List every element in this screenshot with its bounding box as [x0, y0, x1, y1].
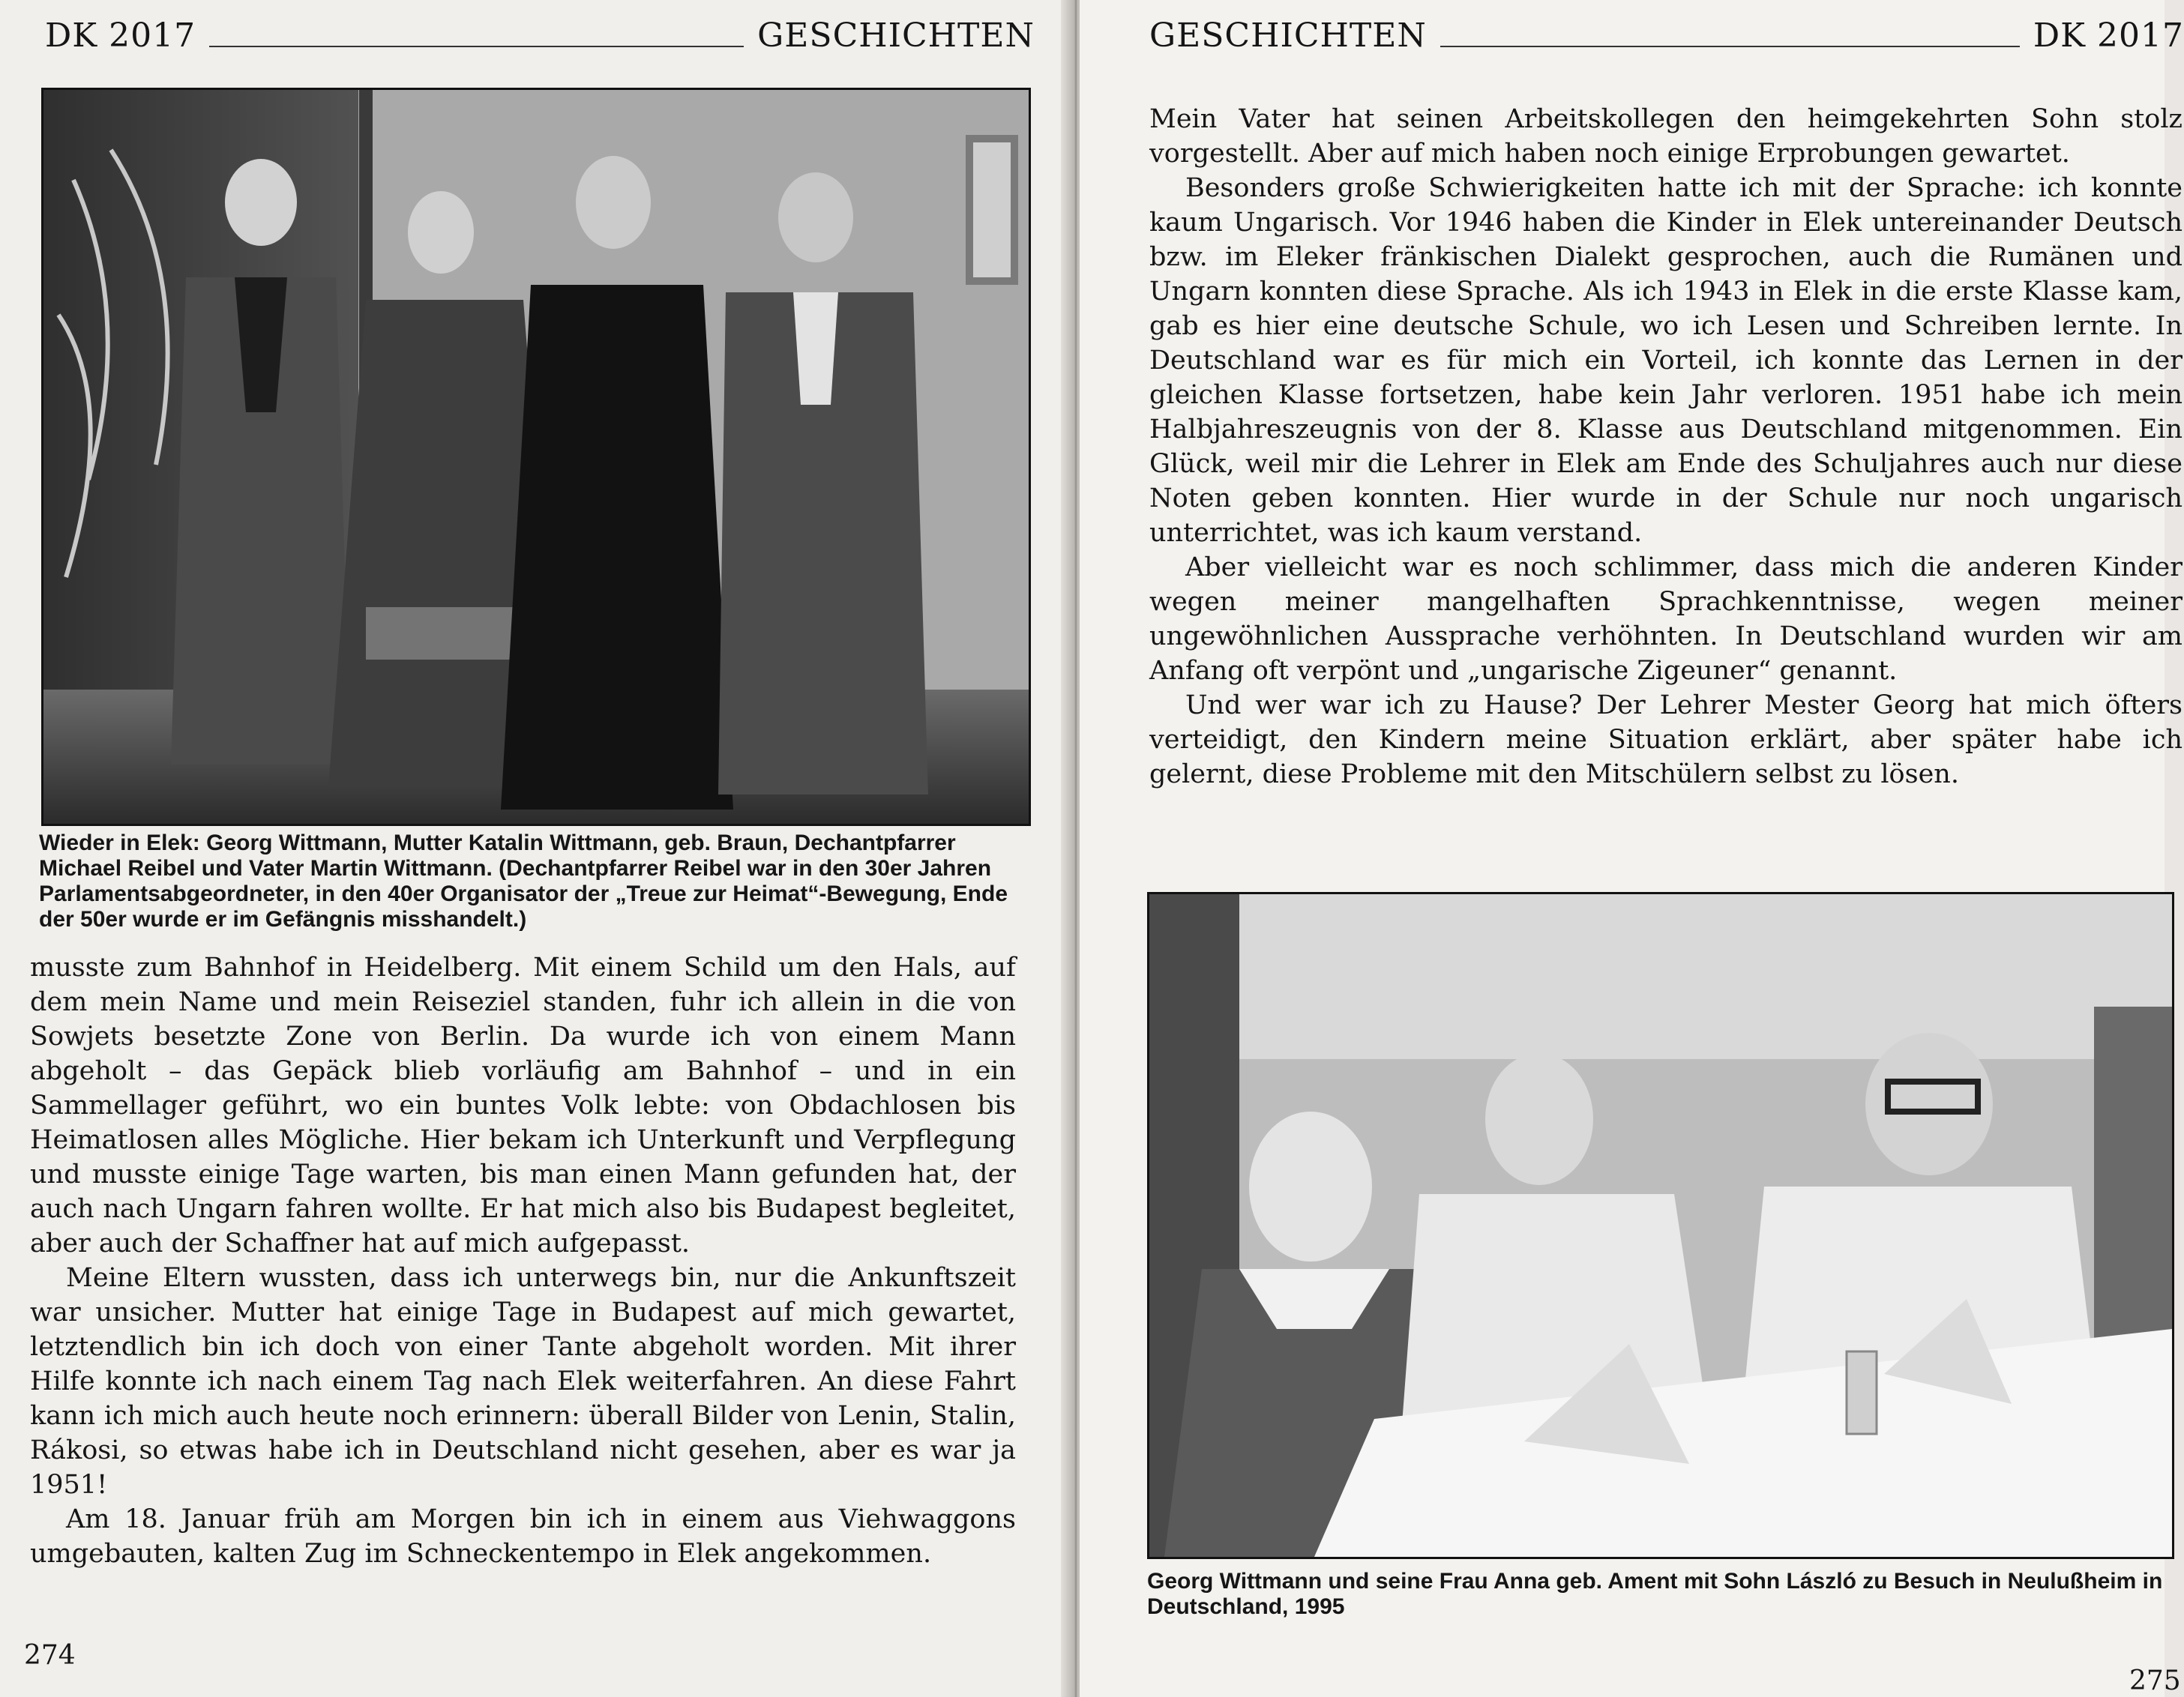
paragraph: Mein Vater hat seinen Arbeitskollegen den heimgekehrten Sohn stolz vorgestellt. Aber auf mich haben noch einige Erprobungen gewartet. — [1149, 104, 2183, 169]
paragraph: Am 18. Januar früh am Morgen bin ich in einem aus Viehwaggons umgebauten, kalten Zug im Schneckentempo in Elek angekommen. — [30, 1504, 1016, 1569]
family-portrait-illustration — [43, 90, 1029, 824]
right-running-head — [1149, 16, 2184, 55]
right-page — [1080, 0, 2184, 1697]
left-header-section: GESCHICHTEN — [757, 16, 1035, 55]
paragraph: Besonders große Schwierigkeiten hatte ich mit der Sprache: ich konnte kaum Ungarisch. Vor 1946 haben die Kinder in Elek untereinander Deutsch bzw. im Eleker fränkischen Dialekt gesprochen, auch die Rumänen und Ungarn konnten diese Sprache. Als ich 1943 in Elek in die erste Klasse kam, gab es hier eine deutsche Schule, wo ich Lesen und Schreiben lernte. In Deutschland war es für mich ein Vorteil, ich konnte das Lernen in der gleichen Klasse fortsetzen, habe kein Jahr verloren. 1951 habe ich mein Halbjahreszeugnis von der 8. Klasse aus Deutschland mitgenommen. Ein Glück, weil mir die Lehrer in Elek am Ende des Schuljahres auch nur diese Noten geben konnten. Hier wurde in der Schule nur noch ungarisch unterrichtet, was ich kaum verstand. — [1149, 173, 2183, 548]
right-body-text — [1149, 102, 2183, 792]
restaurant-illustration — [1149, 894, 2172, 1557]
family-portrait-photo — [41, 88, 1031, 826]
page-number-left: 274 — [24, 1640, 76, 1671]
page-number-right: 275 — [2129, 1666, 2181, 1696]
header-rule — [1440, 46, 2020, 47]
right-header-issue: DK 2017 — [2033, 16, 2184, 55]
photo-caption-left: Wieder in Elek: Georg Wittmann, Mutter Katalin Wittmann, geb. Braun, Dechantpfarrer Michael Reibel und Vater Martin Wittmann. (Dechantpfarrer Reibel war in den 30er Jahren Parlamentsabgeordneter, in den 40er Organisator der „Treue zur Heimat“-Bewegung, Ende der 50er wurde er im Gefängnis misshandelt.) — [39, 831, 1008, 932]
photo-caption-right: Georg Wittmann und seine Frau Anna geb. Ament mit Sohn László zu Besuch in Neulußheim in Deutschland, 1995 — [1147, 1569, 2163, 1619]
left-page — [0, 0, 1072, 1697]
right-header-section: GESCHICHTEN — [1149, 16, 1427, 55]
paragraph: musste zum Bahnhof in Heidelberg. Mit einem Schild um den Hals, auf dem mein Name und mein Reiseziel standen, fuhr ich allein in die von Sowjets besetzte Zone von Berlin. Da wurde ich von einem Mann abgeholt – das Gepäck blieb vorläufig am Bahnhof – und in ein Sammellager geführt, wo ein buntes Volk lebte: von Obdachlosen bis Heimatlosen alles Mögliche. Hier bekam ich Unterkunft und Verpflegung und musste einige Tage warten, bis man einen Mann gefunden hat, der auch nach Ungarn fahren wollte. Er hat mich also bis Budapest begleitet, aber auch der Schaffner hat auf mich aufgepasst. — [30, 953, 1016, 1259]
paragraph: Aber vielleicht war es noch schlimmer, dass mich die anderen Kinder wegen meiner mangelhaften Sprachkenntnisse, wegen meiner ungewöhnlichen Aussprache verhöhnten. In Deutschland wurden wir am Anfang oft verpönt und „ungarische Zigeuner“ genannt. — [1149, 552, 2183, 686]
header-rule — [209, 46, 744, 47]
paragraph: Meine Eltern wussten, dass ich unterwegs bin, nur die Ankunftszeit war unsicher. Mutter hat einige Tage in Budapest auf mich gewartet, letztendlich bin ich doch von einer Tante abgeholt worden. Mit ihrer Hilfe konnte ich nach einem Tag nach Elek weiterfahren. An diese Fahrt kann ich mich auch heute noch erinnern: überall Bilder von Lenin, Stalin, Rákosi, so etwas habe ich in Deutschland nicht gesehen, aber es war ja 1951! — [30, 1263, 1016, 1500]
left-running-head — [45, 16, 1035, 55]
restaurant-table-photo — [1147, 892, 2174, 1559]
left-header-issue: DK 2017 — [45, 16, 196, 55]
left-body-text — [30, 950, 1016, 1571]
paragraph: Und wer war ich zu Hause? Der Lehrer Mester Georg hat mich öfters verteidigt, den Kindern meine Situation erklärt, aber später habe ich gelernt, diese Probleme mit den Mitschülern selbst zu lösen. — [1149, 690, 2183, 789]
